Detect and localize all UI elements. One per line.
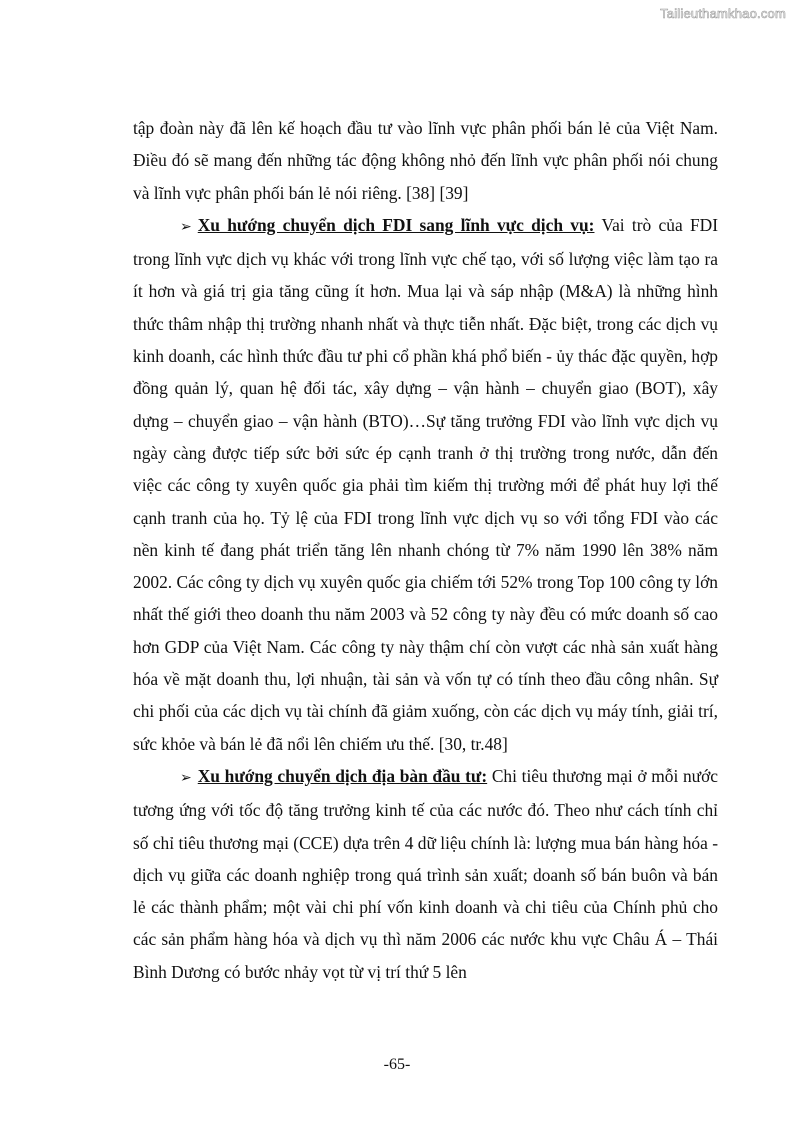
arrow-bullet-icon: ➢: [180, 769, 192, 786]
watermark-text: Tailieuthamkhao.com: [660, 6, 786, 21]
section-heading-fdi-services: Xu hướng chuyển dịch FDI sang lĩnh vực dịch vụ:: [197, 214, 595, 235]
page-number: -65-: [383, 1056, 411, 1073]
paragraph-fdi-services: [133, 209, 718, 760]
paragraph-continuation: tập đoàn này đã lên kế hoạch đầu tư vào lĩnh vực phân phối bán lẻ của Việt Nam. Điều đó sẽ mang đến những tác động không nhỏ đến lĩnh vực phân phối nói chung và lĩnh vực phân phối bán lẻ nói riêng. [38] [39]: [133, 118, 718, 203]
document-body: [133, 112, 718, 988]
arrow-bullet-icon: ➢: [180, 218, 192, 235]
paragraph-investment-location: [133, 760, 718, 988]
section-heading-investment-location: Xu hướng chuyển dịch địa bàn đầu tư:: [197, 765, 488, 786]
paragraph-text: Chi tiêu thương mại ở mỗi nước tương ứng với tốc độ tăng trưởng kinh tế của các nước đó. Theo như cách tính chỉ số chỉ tiêu thương mại (CCE) dựa trên 4 dữ liệu chính là: lượng mua bán hàng hóa - dịch vụ giữa các doanh nghiệp trong quá trình sản xuất; doanh số bán buôn và bán lẻ các thành phẩm; một vài chi phí vốn kinh doanh và chi tiêu của Chính phủ cho các sản phẩm hàng hóa và dịch vụ thì năm 2006 các nước khu vực Châu Á – Thái Bình Dương có bước nhảy vọt từ vị trí thứ 5 lên: [133, 765, 719, 982]
paragraph-text: Vai trò của FDI trong lĩnh vực dịch vụ khác với trong lĩnh vực chế tạo, với số lượng việc làm tạo ra ít hơn và giá trị gia tăng cũng ít hơn. Mua lại và sáp nhập (M&A) là những hình thức thâm nhập thị trường nhanh nhất và thực tiễn nhất. Đặc biệt, trong các dịch vụ kinh doanh, các hình thức đầu tư phi cổ phần khá phổ biến - ủy thác đặc quyền, hợp đồng quản lý, quan hệ đối tác, xây dựng – vận hành – chuyển giao (BOT), xây dựng – chuyển giao – vận hành (BTO)…Sự tăng trưởng FDI vào lĩnh vực dịch vụ ngày càng được tiếp sức bởi sức ép cạnh tranh ở thị trường trong nước, dẫn đến việc các công ty xuyên quốc gia phải tìm kiếm thị trường mới để phát huy lợi thế cạnh tranh của họ. Tỷ lệ của FDI trong lĩnh vực dịch vụ so với tổng FDI vào các nền kinh tế đang phát triển tăng lên nhanh chóng từ 7% năm 1990 lên 38% năm 2002. Các công ty dịch vụ xuyên quốc gia chiếm tới 52% trong Top 100 công ty lớn nhất thế giới theo doanh thu năm 2003 và 52 công ty này đều có mức doanh số cao hơn GDP của Việt Nam. Các công ty này thậm chí còn vượt các nhà sản xuất hàng hóa về mặt doanh thu, lợi nhuận, tài sản và vốn tự có tính theo đầu công nhân. Sự chi phối của các dịch vụ tài chính đã giảm xuống, còn các dịch vụ máy tính, giải trí, sức khỏe và bán lẻ đã nổi lên chiếm ưu thế. [30, tr.48]: [133, 214, 718, 754]
